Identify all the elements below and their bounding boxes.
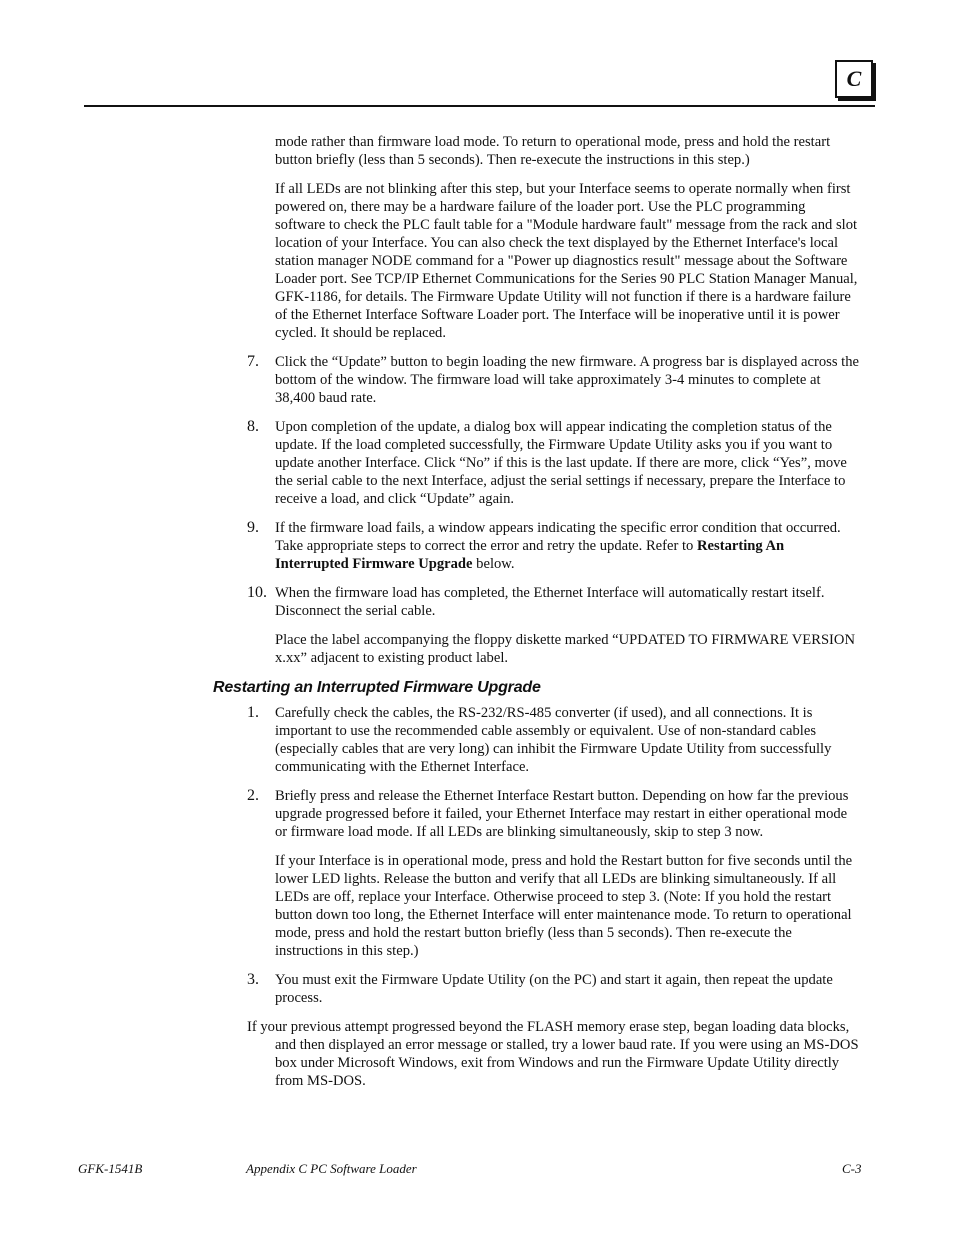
cross-reference: Restarting An Interrupted Firmware Upgrade: [275, 538, 785, 572]
list-number: 7.: [247, 353, 259, 370]
leds-paragraph: If all LEDs are not blinking after this step, but your Interface seems to operate normally when first powered on, there may be a hardware failure of the loader port. Use the PLC programming software to check the PLC fault table for a "Module hardware fault" message from the rack and slot location of your Interface. You can also check the text displayed by the Ethernet Interface's local station manager NODE command for a "Power up diagnostics result" message about the Software Loader port. See TCP/IP Ethernet Communications for the Series 90 PLC Station Manager Manual, GFK-1186, for details. The Firmware Update Utility will not function if there is a hardware failure of the Ethernet Interface Software Loader port. The Interface will be inoperative until it is power cycled. It should be replaced.: [275, 181, 858, 341]
list-text-part: If the firmware load fails, a window appears indicating the specific error condition that occurred. Take appropriate steps to correct the error and retry the update. Refer to: [275, 520, 841, 554]
list-text: Briefly press and release the Ethernet Interface Restart button. Depending on how far the previous upgrade progressed before it failed, your Ethernet Interface may restart in either operational mode or firmware load mode. If all LEDs are blinking simultaneously, skip to step 3 now.: [275, 788, 849, 840]
appendix-tab-letter: C: [846, 66, 862, 91]
list-number: 8.: [247, 418, 259, 435]
list-text: You must exit the Firmware Update Utility (on the PC) and start it again, then repeat the update process.: [275, 972, 833, 1006]
operational-mode-paragraph: If your Interface is in operational mode, press and hold the Restart button for five seconds until the lower LED lights. Release the button and verify that all LEDs are blinking simultaneously. If all LEDs are off, replace your Interface. Otherwise proceed to step 3. (Note: If you hold the restart button down too long, the Ethernet Interface will enter maintenance mode. To return to operational mode, press and hold the restart button briefly (less than 5 seconds). Then re-execute the instructions in this step.): [275, 853, 853, 959]
list-item: [0, 584, 954, 620]
continuation-paragraph: mode rather than firmware load mode. To return to operational mode, press and hold the restart button briefly (less than 5 seconds). Then re-execute the instructions in this step.): [275, 134, 831, 168]
list-text-part: below.: [472, 556, 515, 572]
list-number: 3.: [247, 971, 259, 988]
list-item: [0, 971, 954, 1007]
list-item: [0, 704, 954, 776]
footer-page-number: C-3: [842, 1161, 862, 1176]
list-item: [0, 353, 954, 407]
list-number: 9.: [247, 519, 259, 536]
header-rule: [84, 105, 875, 107]
list-text: [275, 519, 859, 573]
list-number: 2.: [247, 787, 259, 804]
list-text: Carefully check the cables, the RS-232/RS-485 converter (if used), and all connections. It is important to use the recommended cable assembly or equivalent. Use of non-standard cables (especially cables that are very long) can inhibit the Firmware Update Utility from successfully communicating with the Ethernet Interface.: [275, 705, 832, 775]
list-text: Upon completion of the update, a dialog box will appear indicating the completion status of the update. If the load completed successfully, the Firmware Update Utility asks you if you want to update another Interface. Click “No” if this is the last update. If there are more, click “Yes”, move the serial cable to the next Interface, adjust the serial settings if necessary, prepare the Interface to receive a load, and click “Update” again.: [275, 419, 847, 507]
list-item: [0, 418, 954, 508]
list-number: 1.: [247, 704, 259, 721]
list-text: When the firmware load has completed, the Ethernet Interface will automatically restart itself. Disconnect the serial cable.: [275, 585, 825, 619]
footer-doc-id: GFK-1541B: [78, 1161, 143, 1176]
list-item: [0, 519, 954, 573]
list-text: Click the “Update” button to begin loading the new firmware. A progress bar is displayed across the bottom of the window. The firmware load will take approximately 3-4 minutes to complete at 38,400 baud rate.: [275, 354, 860, 406]
list-number: 10.: [247, 584, 267, 601]
page-content: [0, 133, 954, 1101]
list-item: [0, 787, 954, 841]
section-heading: Restarting an Interrupted Firmware Upgrade: [213, 679, 541, 696]
appendix-tab: [835, 60, 873, 98]
footer-section: Appendix C PC Software Loader: [246, 1161, 417, 1176]
final-paragraph: If your previous attempt progressed beyond the FLASH memory erase step, began loading data blocks, and then displayed an error message or stalled, try a lower baud rate. If you were using an MS-DOS box under Microsoft Windows, exit from Windows and run the Firmware Update Utility directly from MS-DOS.: [247, 1019, 859, 1089]
label-paragraph: Place the label accompanying the floppy diskette marked “UPDATED TO FIRMWARE VERSION x.xx” adjacent to existing product label.: [275, 632, 856, 666]
